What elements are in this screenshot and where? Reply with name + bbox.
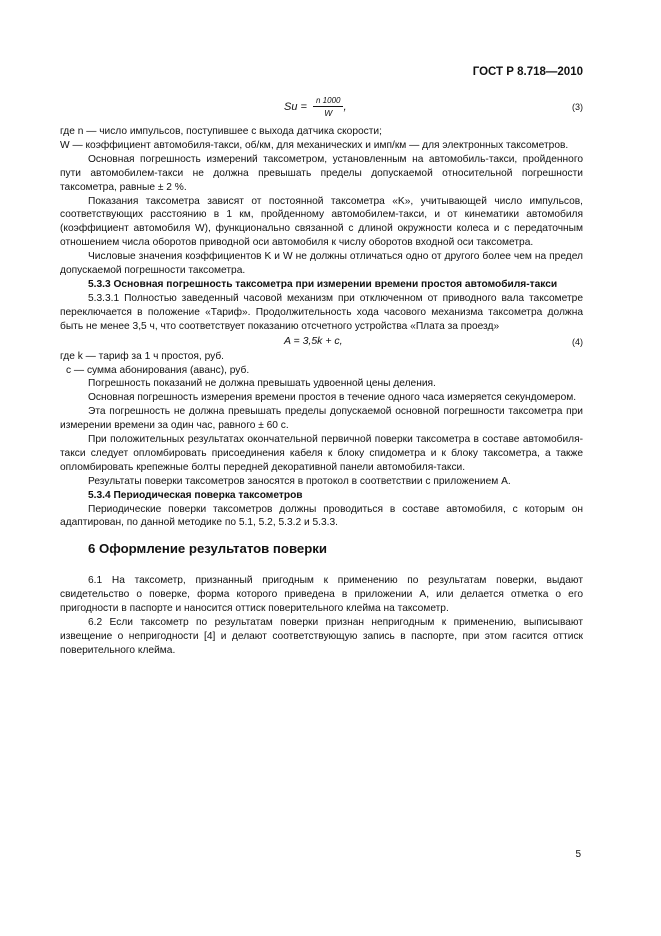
- body-text: [60, 89, 583, 658]
- paragraph-6-2: 6.2 Если таксометр по результатам поверки признан непригодным к применению, выписывают извещение о непригодности [4] и делают соответствующую запись в паспорте, при этом гасится оттиск поверительного клейма.: [60, 617, 583, 656]
- section-6-title: 6 Оформление результатов поверки: [88, 541, 327, 557]
- formula-3-fraction: [313, 95, 343, 119]
- where-k-line: где k — тариф за 1 ч простоя, руб.: [60, 350, 224, 362]
- page-number: 5: [575, 849, 581, 860]
- where-c-line: c — сумма абонирования (аванс), руб.: [66, 364, 250, 376]
- where-n-line: где n — число импульсов, поступившее с выхода датчика скорости;: [60, 126, 382, 137]
- formula-3-numerator: n 1000: [313, 95, 343, 107]
- formula-4-number: (4): [572, 336, 583, 347]
- formula-3-expression: [284, 95, 347, 119]
- formula-4-expression: A = 3,5k + c,: [284, 334, 343, 347]
- paragraph-main-error: Основная погрешность измерений таксометром, установленным на автомобиль-такси, пройденного пути автомобилем-такси не должна превышать пределы допускаемой относительной погрешности таксометра, равные ± 2 %.: [60, 153, 583, 193]
- formula-4: [60, 334, 583, 350]
- paragraph-5-3-3-1: 5.3.3.1 Полностью заведенный часовой механизм при отключенном от приводного вала таксометре переключается в положение «Тариф». Продолжительность хода часового механизма таксометра должна быть не менее 3,5 ч, что соответствует показанию отсчетного устройства «Плата за проезд»: [60, 292, 583, 332]
- heading-5-3-3: 5.3.3 Основная погрешность таксометра при измерении времени простоя автомобиля-такси: [88, 278, 558, 290]
- formula-3: [60, 89, 583, 125]
- where-w-line: [60, 139, 583, 153]
- paragraph-error-1: Погрешность показаний не должна превышать удвоенной цены деления.: [88, 378, 436, 390]
- where-w-text: W — коэффициент автомобиля-такси, об/км, для механических и имп/км — для электронных таксометров.: [60, 139, 569, 151]
- formula-3-lhs: Su =: [284, 100, 307, 113]
- formula-3-tail: ,: [343, 100, 347, 113]
- formula-3-number: (3): [572, 102, 583, 112]
- paragraph-5-3-4: Периодические поверки таксометров должны проводиться в составе автомобиля, с которым он адаптирован, по данной методике по 5.1, 5.2, 5.3.2 и 5.3.3.: [60, 503, 583, 529]
- paragraph-6-1: 6.1 На таксометр, признанный пригодным к применению по результатам поверки, выдают свидетельство о поверке, форма которого приведена в приложении А, или делается отметка о его пригодности в паспорте и наносится оттиск поверительного клейма на таксометр.: [60, 575, 583, 615]
- paragraph-readings: Показания таксометра зависят от постоянной таксометра «K», учитывающей число импульсов, соответствующих расстоянию в 1 км, пройденному автомобилем-такси, и от кинематики автомобиля (коэффициент автомобиля W), функционально связанной с длиной окружности колеса и с передаточным отношением числа оборотов приводной оси автомобиля к числу оборотов входной оси таксометра.: [60, 195, 583, 249]
- formula-3-denominator: W: [324, 108, 333, 118]
- heading-5-3-4: 5.3.4 Периодическая поверка таксометров: [88, 489, 303, 501]
- paragraph-coefficients: Числовые значения коэффициентов K и W не должны отличаться одно от другого более чем на предел допускаемой погрешности таксометра.: [60, 251, 583, 277]
- paragraph-error-2: Основная погрешность измерения времени простоя в течение одного часа измеряется секундомером.: [88, 392, 577, 404]
- paragraph-error-3: Эта погрешность не должна превышать пределы допускаемой основной погрешности таксометра при измерении времени за один час, равного ± 60 с.: [60, 406, 583, 432]
- paragraph-positive-results: При положительных результатах окончательной первичной поверки таксометра в составе автомобиля-такси следует опломбировать присоединения кабеля к блоку спидометра и к блоку таксометра, а также опломбировать крепежные болты передней декоративной панели автомобиля-такси.: [60, 434, 583, 473]
- paragraph-results-protocol: Результаты поверки таксометров заносятся в протокол в соответствии с приложением А.: [88, 475, 511, 487]
- document-id-header: ГОСТ Р 8.718—2010: [472, 66, 583, 78]
